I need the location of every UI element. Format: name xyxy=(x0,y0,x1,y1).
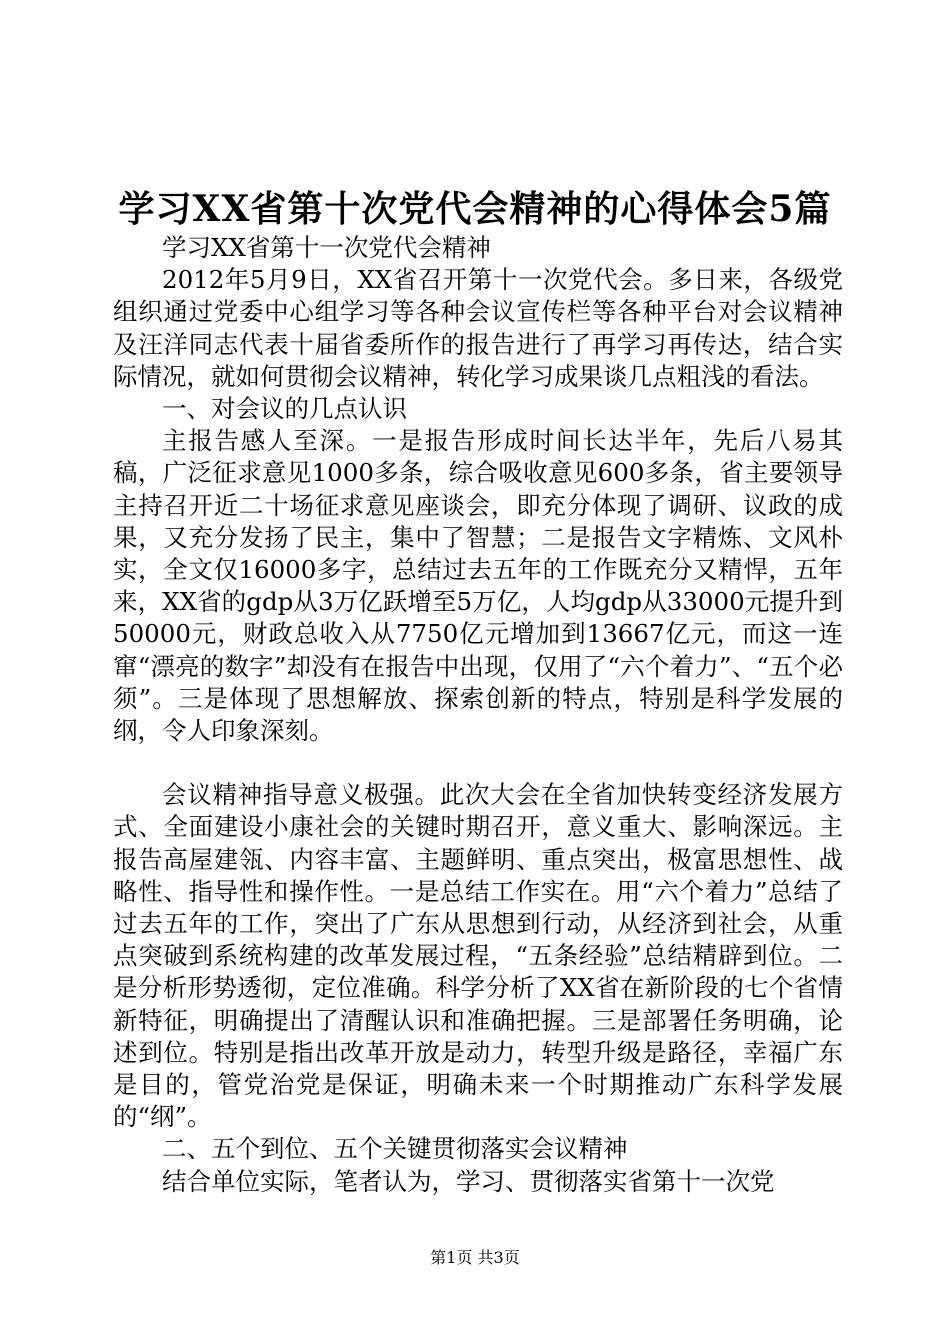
document-body xyxy=(113,232,843,1198)
section-heading-1: 一、对会议的几点认识 xyxy=(162,394,407,424)
body-paragraph: 会议精神指导意义极强。此次大会在全省加快转变经济发展方式、全面建设小康社会的关键时期召开，意义重大、影响深远。主报告高屋建瓴、内容丰富、主题鲜明、重点突出，极富思想性、战略性、指导性和操作性。一是总结工作实在。用“六个着力”总结了过去五年的工作，突出了广东从思想到行动，从经济到社会，从重点突破到系统构建的改革发展过程，“五条经验”总结精辟到位。二是分析形势透彻，定位准确。科学分析了XX省在新阶段的七个省情新特征，明确提出了清醒认识和准确把握。三是部署任务明确，论述到位。特别是指出改革开放是动力，转型升级是路径，幸福广东是目的，管党治党是保证，明确未来一个时期推动广东科学发展的“纲”。 xyxy=(113,780,843,1132)
intro-paragraph: 2012年5月9日，XX省召开第十一次党代会。多日来，各级党组织通过党委中心组学习等各种会议宣传栏等各种平台对会议精神及汪洋同志代表十届省委所作的报告进行了再学习再传达，结合实际情况，就如何贯彻会议精神，转化学习成果谈几点粗浅的看法。 xyxy=(113,265,843,391)
page-footer: 第1页 共3页 xyxy=(430,1248,520,1267)
document-title: 学习XX省第十次党代会精神的心得体会5篇 xyxy=(118,188,832,230)
body-paragraph: 主报告感人至深。一是报告形成时间长达半年，先后八易其稿，广泛征求意见1000多条，综合吸收意见600多条，省主要领导主持召开近二十场征求意见座谈会，即充分体现了调研、议政的成果，又充分发扬了民主，集中了智慧；二是报告文字精炼、文风朴实，全文仅16000多字，总结过去五年的工作既充分又精悍，五年来，XX省的gdp从3万亿跃增至5万亿，人均gdp从33000元提升到50000元，财政总收入从7750亿元增加到13667亿元，而这一连窜“漂亮的数字”却没有在报告中出现，仅用了“六个着力”、“五个必须”。三是体现了思想解放、探索创新的特点，特别是科学发展的纲，令人印象深刻。 xyxy=(113,426,843,746)
subtitle-paragraph: 学习XX省第十一次党代会精神 xyxy=(162,233,491,262)
body-paragraph: 结合单位实际，笔者认为，学习、贯彻落实省第十一次党 xyxy=(162,1166,775,1196)
section-heading-2: 二、五个到位、五个关键贯彻落实会议精神 xyxy=(162,1134,628,1164)
